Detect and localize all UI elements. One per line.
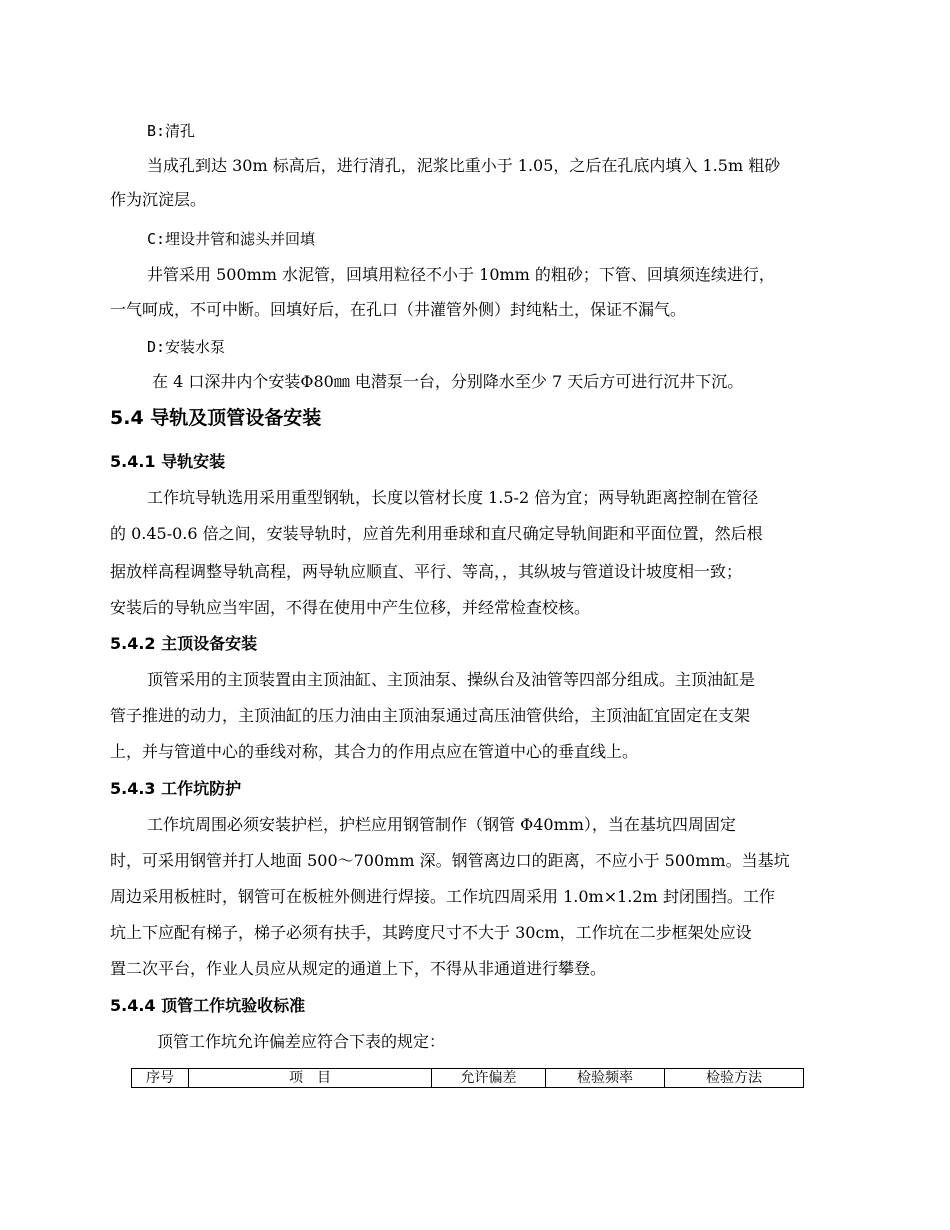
paragraph-line: 置二次平台，作业人员应从规定的通道上下，不得从非通道进行攀登。	[110, 959, 607, 978]
paragraph-line: 一气呵成，不可中断。回填好后，在孔口（井灌管外侧）封纯粘土，保证不漏气。	[110, 300, 687, 319]
table-header-cell: 序号	[132, 1069, 189, 1088]
paragraph-line: 上，并与管道中心的垂线对称，其合力的作用点应在管道中心的垂直线上。	[110, 742, 639, 761]
table-header-cell: 检验频率	[546, 1069, 665, 1088]
paragraph-line: 时，可采用钢管并打人地面 500～700mm 深。钢管离边口的距离，不应小于 500mm。当基坑	[110, 851, 790, 870]
paragraph-line: 顶管采用的主顶装置由主顶油缸、主顶油泵、操纵台及油管等四部分组成。主顶油缸是	[147, 670, 756, 689]
table-header-cell: 项 目	[189, 1069, 432, 1088]
section-heading: 5.4.2 主顶设备安装	[110, 634, 258, 653]
subheading-c: C:埋设井管和滤头并回填	[147, 230, 316, 248]
paragraph-line: 据放样高程调整导轨高程，两导轨应顺直、平行、等高，，其纵坡与管道设计坡度相一致；	[110, 562, 743, 581]
paragraph-line: 坑上下应配有梯子，梯子必须有扶手，其跨度尺寸不大于 30cm，工作坑在二步框架处应设	[110, 923, 752, 942]
paragraph-line: 安装后的导轨应当牢固，不得在使用中产生位移，并经常检查校核。	[110, 598, 591, 617]
paragraph-line: 周边采用板桩时，钢管可在板桩外侧进行焊接。工作坑四周采用 1.0m×1.2m 封闭围挡。工作	[110, 887, 775, 906]
table-header-cell: 检验方法	[665, 1069, 804, 1088]
table-header-row	[132, 1069, 804, 1088]
paragraph-line: 管子推进的动力，主顶油缸的压力油由主顶油泵通过高压油管供给，主顶油缸宜固定在支架	[110, 706, 751, 725]
subheading-b: B:清孔	[147, 122, 196, 140]
section-heading: 5.4 导轨及顶管设备安装	[110, 407, 322, 429]
table-header-cell: 允许偏差	[432, 1069, 546, 1088]
paragraph-line: 的 0.45-0.6 倍之间，安装导轨时，应首先利用垂球和直尺确定导轨间距和平面位置，然后根	[110, 524, 763, 543]
subheading-d: D:安装水泵	[147, 338, 226, 356]
paragraph-line: 当成孔到达 30m 标高后，进行清孔，泥浆比重小于 1.05，之后在孔底内填入 1.5m 粗砂	[147, 156, 781, 175]
paragraph-line: 工作坑周围必须安装护栏，护栏应用钢管制作（钢管 Φ40mm），当在基坑四周固定	[147, 815, 736, 834]
paragraph-line: 井管采用 500mm 水泥管，回填用粒径不小于 10mm 的粗砂；下管、回填须连续进行，	[147, 265, 775, 284]
paragraph-line: 顶管工作坑允许偏差应符合下表的规定：	[157, 1032, 446, 1051]
paragraph-line: 作为沉淀层。	[110, 190, 207, 209]
section-heading: 5.4.1 导轨安装	[110, 452, 226, 471]
paragraph-line: 在 4 口深井内个安装Φ80㎜ 电潜泵一台，分别降水至少 7 天后方可进行沉井下沉。	[152, 372, 744, 391]
paragraph-line: 工作坑导轨选用采用重型钢轨，长度以管材长度 1.5-2 倍为宜；两导轨距离控制在管径	[147, 488, 759, 507]
section-heading: 5.4.4 顶管工作坑验收标准	[110, 996, 306, 1015]
tolerance-table	[131, 1068, 804, 1088]
section-heading: 5.4.3 工作坑防护	[110, 779, 242, 798]
